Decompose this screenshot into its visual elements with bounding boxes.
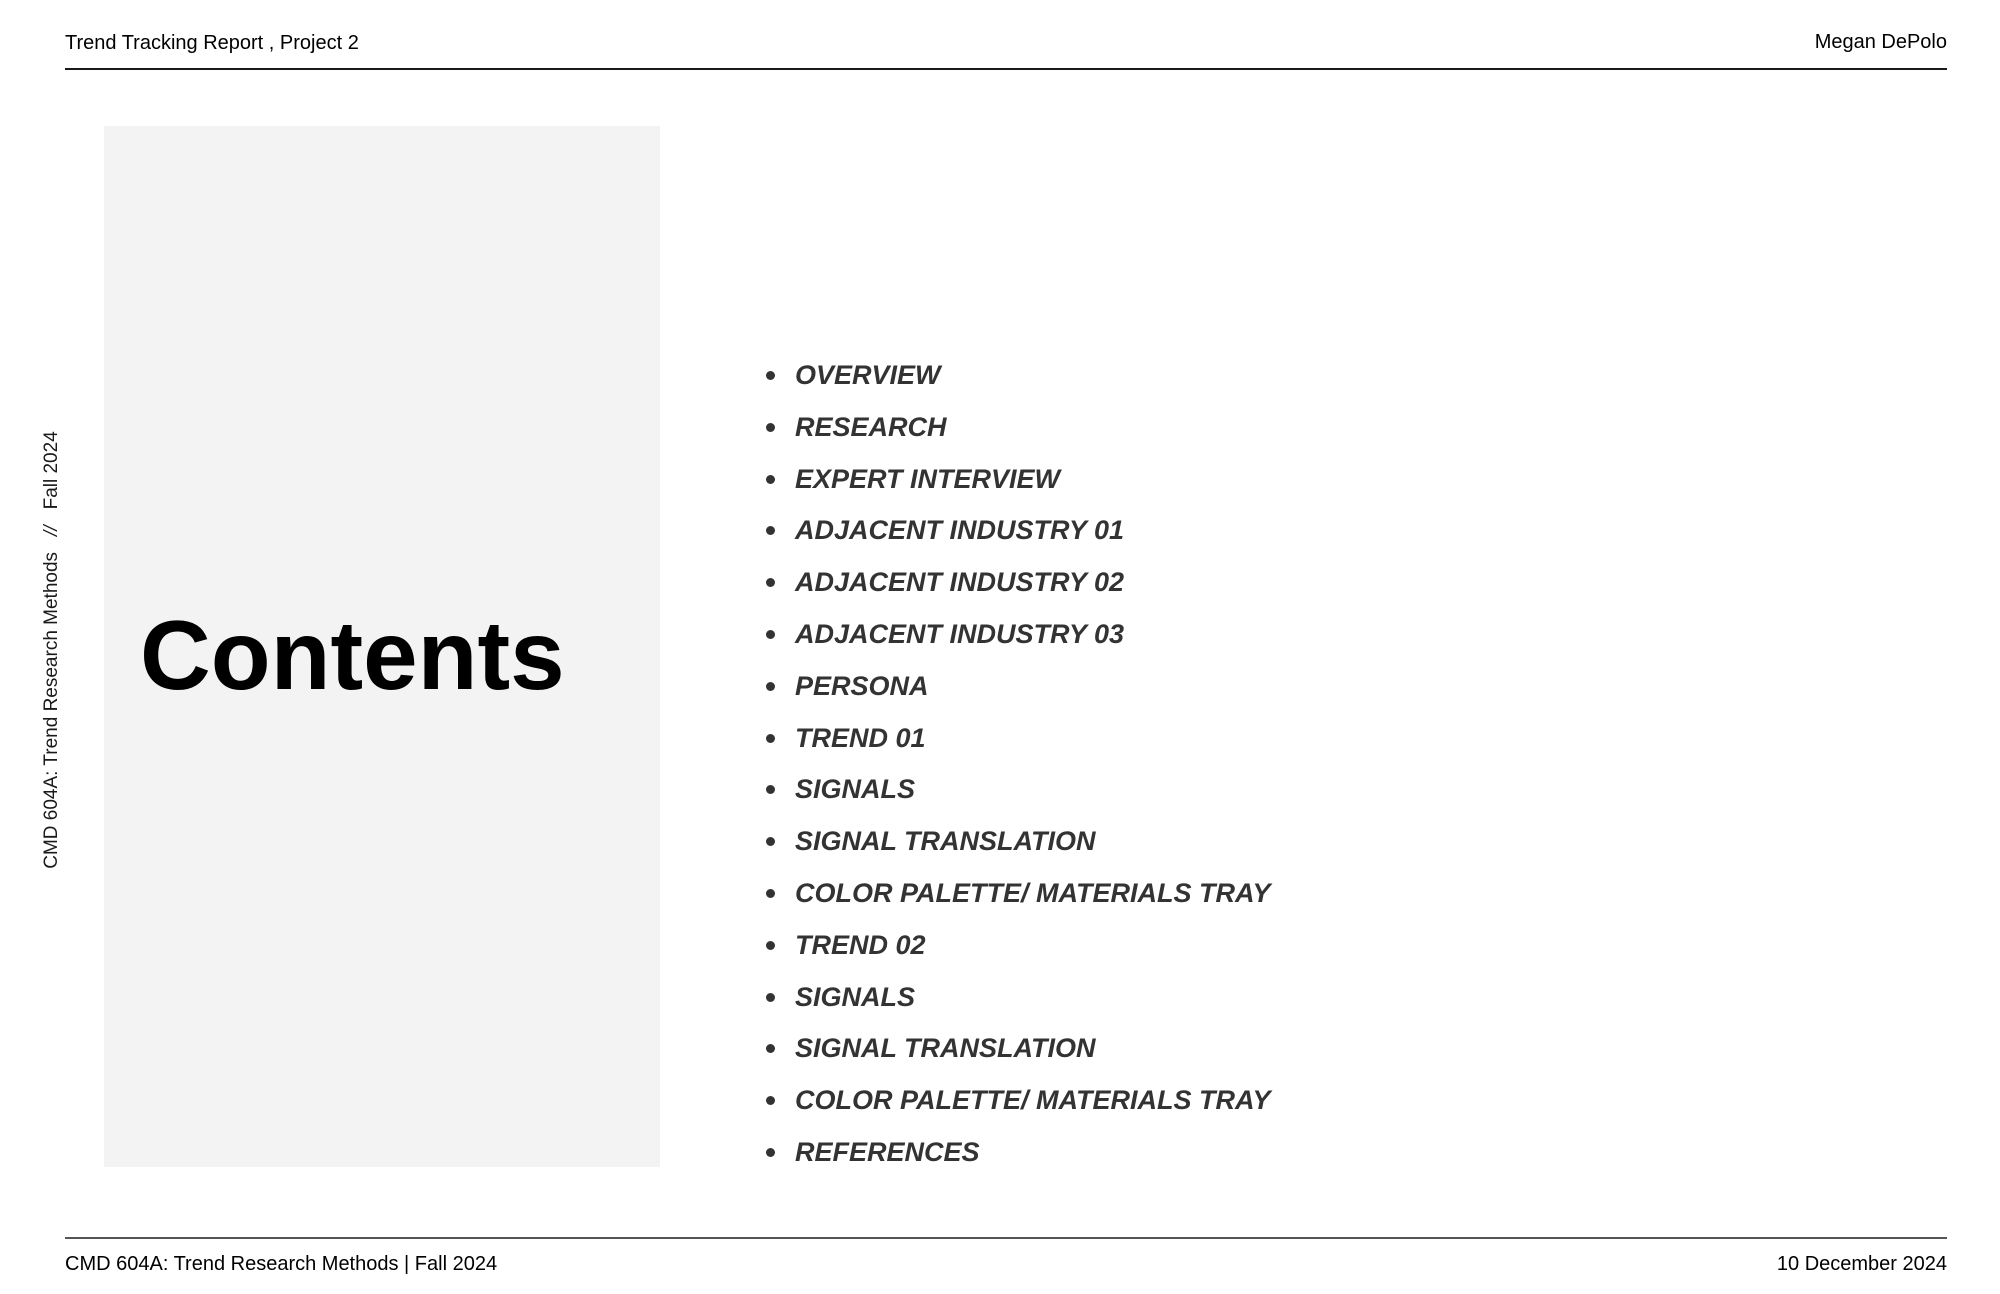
toc-item-label: RESEARCH bbox=[795, 411, 947, 442]
toc-item[interactable] bbox=[764, 717, 1270, 769]
toc-item[interactable] bbox=[764, 665, 1270, 717]
toc-item-label: ADJACENT INDUSTRY 01 bbox=[795, 515, 1125, 546]
bullet-icon bbox=[766, 941, 775, 950]
bullet-icon bbox=[766, 993, 775, 1002]
toc-item-label: EXPERT INTERVIEW bbox=[795, 463, 1061, 494]
toc-item-label: TREND 01 bbox=[795, 722, 926, 753]
toc-item[interactable] bbox=[764, 1027, 1270, 1079]
bullet-icon bbox=[766, 837, 775, 846]
footer-date: 10 December 2024 bbox=[1776, 1253, 1947, 1275]
side-rail-label bbox=[40, 431, 64, 869]
toc-item-label: SIGNALS bbox=[795, 981, 916, 1012]
bullet-icon bbox=[766, 475, 775, 484]
page-title: Contents bbox=[140, 600, 565, 710]
toc-item[interactable] bbox=[764, 406, 1270, 458]
toc-item[interactable] bbox=[764, 458, 1270, 510]
contents-title-panel bbox=[104, 126, 660, 1167]
toc-item[interactable] bbox=[764, 872, 1270, 924]
side-rail-separator: // bbox=[41, 525, 62, 536]
side-rail-term: Fall 2024 bbox=[41, 431, 62, 510]
footer-course-info: CMD 604A: Trend Research Methods | Fall 2024 bbox=[65, 1253, 498, 1275]
toc-item[interactable] bbox=[764, 561, 1270, 613]
bullet-icon bbox=[766, 682, 775, 691]
bullet-icon bbox=[766, 889, 775, 898]
toc-item[interactable] bbox=[764, 820, 1270, 872]
bullet-icon bbox=[766, 526, 775, 535]
toc-item[interactable] bbox=[764, 354, 1270, 406]
bullet-icon bbox=[766, 734, 775, 743]
bullet-icon bbox=[766, 371, 775, 380]
toc-item-label: ADJACENT INDUSTRY 03 bbox=[795, 618, 1125, 649]
bullet-icon bbox=[766, 423, 775, 432]
toc-item-label: SIGNAL TRANSLATION bbox=[795, 826, 1096, 857]
toc-item-label: SIGNAL TRANSLATION bbox=[795, 1033, 1096, 1064]
toc-item-label: SIGNALS bbox=[795, 774, 916, 805]
side-rail-course: CMD 604A: Trend Research Methods bbox=[41, 551, 62, 869]
toc-item[interactable] bbox=[764, 976, 1270, 1028]
toc-item[interactable] bbox=[764, 924, 1270, 976]
toc-item[interactable] bbox=[764, 1079, 1270, 1131]
toc-item-label: REFERENCES bbox=[795, 1136, 980, 1167]
table-of-contents bbox=[764, 354, 1270, 1183]
toc-item[interactable] bbox=[764, 613, 1270, 665]
toc-item-label: OVERVIEW bbox=[795, 360, 941, 390]
bullet-icon bbox=[766, 1044, 775, 1053]
toc-item-label: ADJACENT INDUSTRY 02 bbox=[795, 567, 1125, 598]
footer-divider bbox=[65, 1237, 1947, 1239]
toc-item[interactable] bbox=[764, 1131, 1270, 1183]
toc-item-label: PERSONA bbox=[795, 670, 929, 701]
bullet-icon bbox=[766, 1148, 775, 1157]
toc-item-label: COLOR PALETTE/ MATERIALS TRAY bbox=[795, 877, 1271, 908]
toc-item[interactable] bbox=[764, 509, 1270, 561]
bullet-icon bbox=[766, 1096, 775, 1105]
header-divider bbox=[65, 68, 1947, 70]
bullet-icon bbox=[766, 785, 775, 794]
header-author-name: Megan DePolo bbox=[1814, 31, 1947, 53]
bullet-icon bbox=[766, 578, 775, 587]
bullet-icon bbox=[766, 630, 775, 639]
header-report-title: Trend Tracking Report , Project 2 bbox=[65, 32, 359, 54]
toc-item-label: COLOR PALETTE/ MATERIALS TRAY bbox=[795, 1085, 1271, 1116]
toc-item-label: TREND 02 bbox=[795, 929, 926, 960]
toc-item[interactable] bbox=[764, 768, 1270, 820]
